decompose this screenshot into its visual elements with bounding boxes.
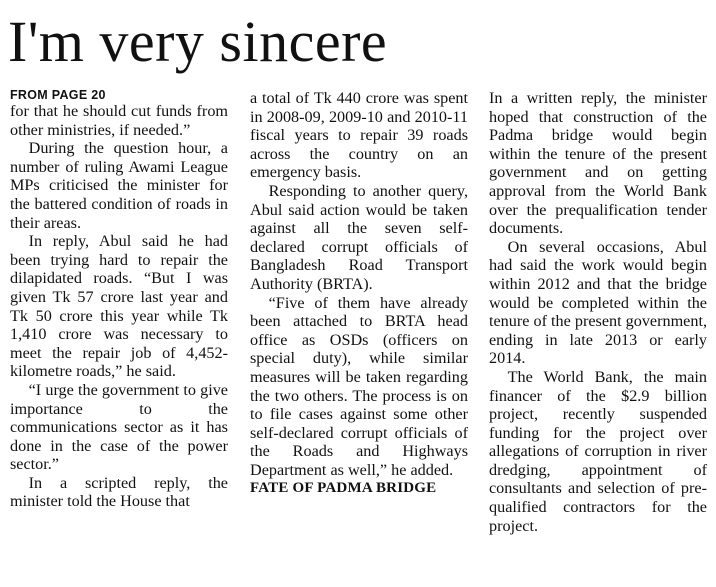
paragraph: “I urge the government to give importance to the communications sector as it has done in the case of the power sector.” <box>10 380 228 474</box>
paragraph: During the question hour, a number of ruling Awami League MPs criticised the minister for the battered condition of roads in their areas. <box>10 139 228 232</box>
article-column-3 <box>489 89 707 535</box>
paragraph: In reply, Abul said he had been trying hard to repair the dilapidated roads. “But I was given Tk 57 crore last year and Tk 50 crore this year while Tk 1,410 crore was necessary to meet the repair job of 4,452-kilometre roads,” he said. <box>10 232 228 381</box>
paragraph: for that he should cut funds from other ministries, if needed.” <box>10 102 228 139</box>
section-subhead: FATE OF PADMA BRIDGE <box>250 480 437 497</box>
headline: I'm very sincere <box>8 9 388 74</box>
continuation-kicker: FROM PAGE 20 <box>10 88 106 102</box>
paragraph: In a written reply, the minister hoped that construction of the Padma bridge would begin within the tenure of the present government and on getting approval from the World Bank over the prequalification tender documents. <box>489 89 707 238</box>
article-column-1 <box>10 89 228 511</box>
paragraph: a total of Tk 440 crore was spent in 2008-09, 2009-10 and 2010-11 fiscal years to repair 39 roads across the country on an emergency basis. <box>250 89 468 182</box>
paragraph: Responding to another query, Abul said action would be taken against all the seven self-declared corrupt officials of Bangladesh Road Transport Authority (BRTA). <box>250 181 468 293</box>
paragraph: “Five of them have already been attached to BRTA head office as OSDs (officers on special duty), while similar measures will be taken regarding the two others. The process is on to file cases against some other self-declared corrupt officials of the Roads and Highways Department as well,” he added. <box>250 293 468 479</box>
paragraph: In a scripted reply, the minister told the House that <box>10 473 228 511</box>
paragraph: The World Bank, the main financer of the $2.9 billion project, recently suspended funding for the project over allegations of corruption in river dredging, appointment of consultants and selection of pre-qualified contractors for the project. <box>489 367 707 535</box>
article-column-2 <box>250 89 468 497</box>
paragraph: On several occasions, Abul had said the work would begin within 2012 and that the bridge would be completed within the tenure of the present government, ending in late 2013 or early 2014. <box>489 237 708 368</box>
